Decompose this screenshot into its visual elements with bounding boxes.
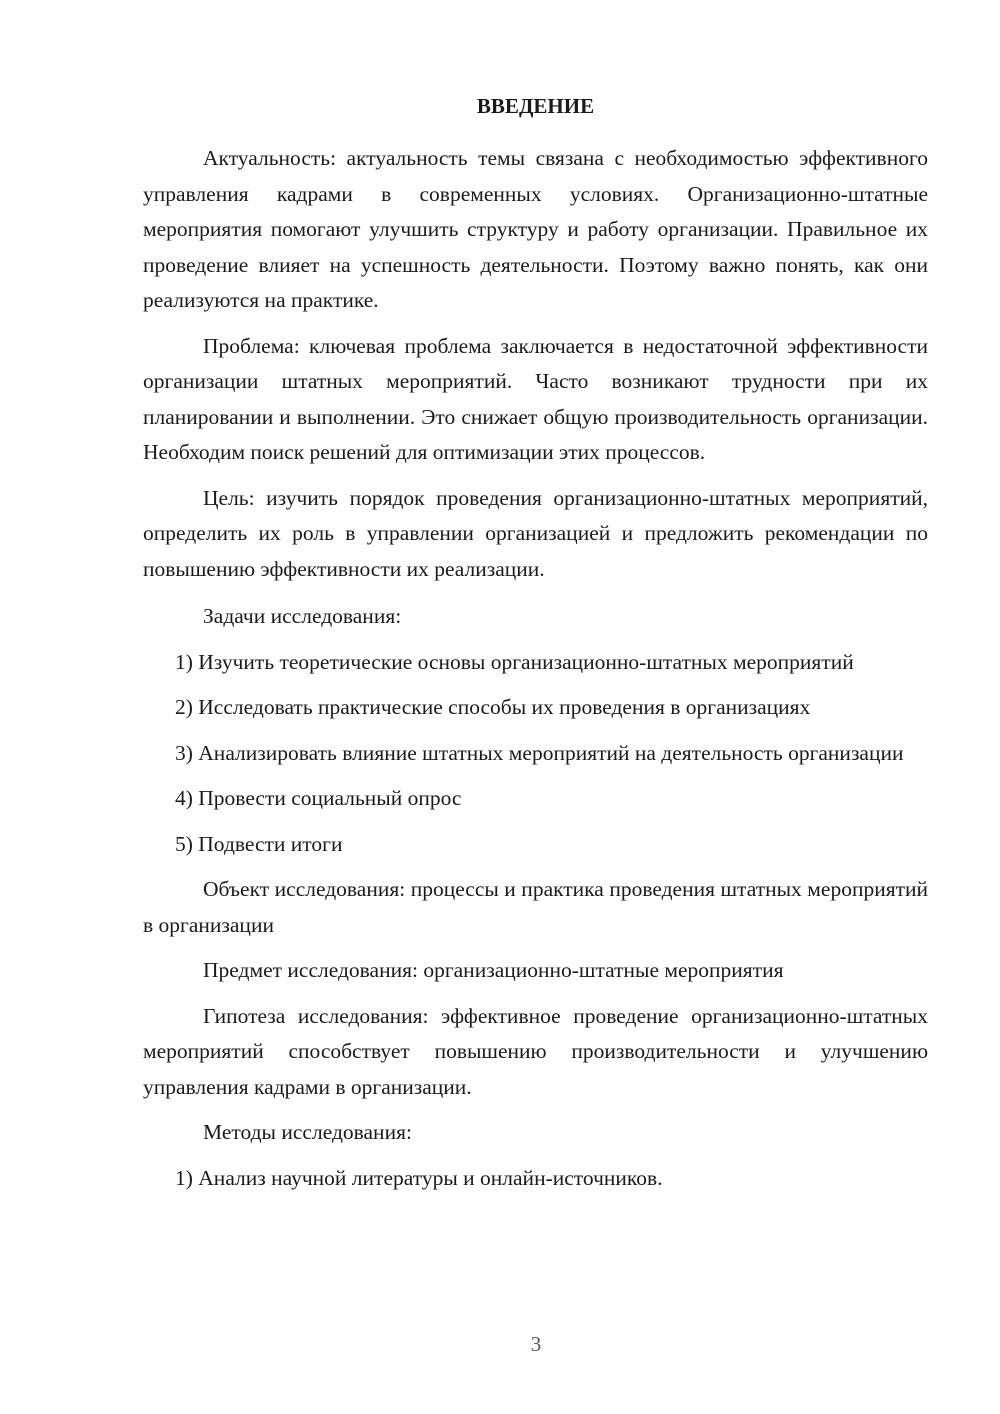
subject-paragraph: Предмет исследования: организационно-штатные мероприятия	[203, 958, 784, 982]
goal-paragraph: Цель: изучить порядок проведения организационно-штатных мероприятий, определить их роль в управлении организацией и предложить рекомендации по повышению эффективности их реализации.	[143, 485, 928, 581]
page-title: ВВЕДЕНИЕ	[476, 94, 595, 118]
document-page	[143, 92, 928, 1206]
hypothesis-paragraph: Гипотеза исследования: эффективное проведение организационно-штатных мероприятий способствует повышению производительности и улучшению управления кадрами в организации.	[143, 1003, 928, 1099]
tasks-heading: Задачи исследования:	[203, 604, 402, 628]
object-paragraph: Объект исследования: процессы и практика проведения штатных мероприятий в организации	[143, 877, 928, 937]
task-item-3: 3) Анализировать влияние штатных мероприятий на деятельность организации	[175, 740, 904, 765]
page-number: 3	[530, 1332, 542, 1356]
relevance-paragraph: Актуальность: актуальность темы связана с необходимостью эффективного управления кадрами в современных условиях. Организационно-штатные мероприятия помогают улучшить структуру и работу организации. Правильное их проведение влияет на успешность деятельности. Поэтому важно понять, как они реализуются на практике.	[143, 146, 928, 312]
method-item-1: 1) Анализ научной литературы и онлайн-источников.	[175, 1165, 663, 1190]
task-item-4: 4) Провести социальный опрос	[175, 786, 462, 810]
task-item-2: 2) Исследовать практические способы их проведения в организациях	[175, 695, 811, 719]
task-item-5: 5) Подвести итоги	[175, 831, 343, 856]
task-item-1: 1) Изучить теоретические основы организационно-штатных мероприятий	[175, 649, 854, 674]
problem-paragraph: Проблема: ключевая проблема заключается в недостаточной эффективности организации штатных мероприятий. Часто возникают трудности при их планировании и выполнении. Это снижает общую производительность организации. Необходим поиск решений для оптимизации этих процессов.	[143, 333, 928, 464]
methods-heading: Методы исследования:	[203, 1120, 412, 1144]
